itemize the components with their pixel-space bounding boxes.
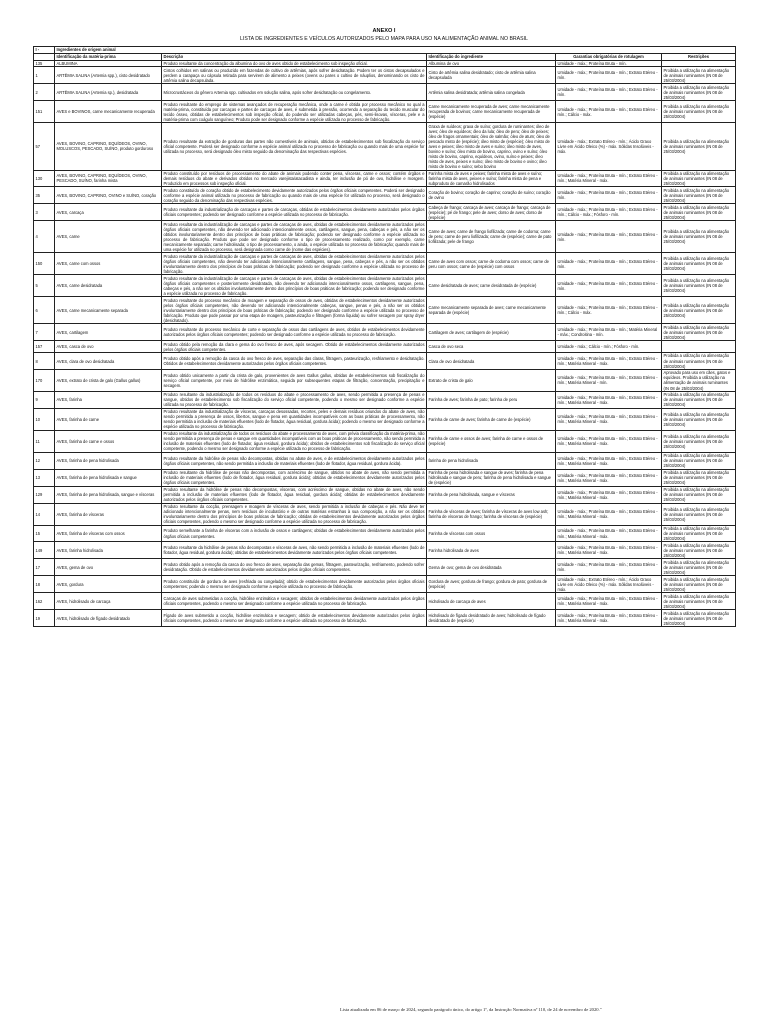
row-code: 7 (34, 324, 55, 341)
row-description: Produto resultante da industrialização de vísceras, carcaças desossadas, recortes, peles e demais resíduos oriundos do abate de aves, não sendo permitida a presença de ossos, libertos, sangue e pena em quantidades incompatíveis com as boas práticas de processamento, não sendo permitida a inclusão de materiais efluentes (lodo de flotador, água residual, gordura ácida); podendo o mesmo ser designado conforme a espécie utilizada no processo de fabricação. (163, 409, 425, 430)
row-label-guarantees: Umidade - máx.; Extrato Etéreo - mín.; Ácido Graxo Livre em Ácido Oleico (%) - máx. Sólidas Insolúveis - máx. (556, 123, 662, 170)
row-ingredient-identification: Carne de aves; carne de frango liofilizada; carne de codorna; carne de peru; carne de peru liofilizada; carne de (espécie); carne de pato liofilizada; pele de frango (427, 221, 556, 253)
row-label-guarantees: Umidade - máx.; Proteína Bruta - mín.; Extrato Etéreo - mín. (556, 187, 662, 204)
table-body (34, 60, 736, 626)
row-code: 6 (34, 297, 55, 324)
row-label-guarantees: Umidade - máx.; Proteína Bruta - mín.; Extrato Etéreo - mín. (556, 84, 662, 101)
table-row (34, 452, 736, 469)
row-description: Produto resultante da hidrólise de penas não decompostas e vísceras de aves, não sendo permitida a inclusão de materiais efluentes (lodo de flotador, água residual, gordura ácida); obtidas de estabelecimentos devidamente autorizados pelos órgãos oficiais competentes. (162, 542, 427, 559)
row-label-guarantees: Umidade - máx.; Proteína Bruta - mín.; Extrato Etéreo - mín.; Matéria Mineral - máx. (556, 503, 662, 525)
table-row (34, 67, 736, 84)
row-code: 18 (34, 576, 55, 593)
row-restrictions: Proibida a utilização na alimentação de animais ruminantes (IN 08 de 25/03/2004) (662, 253, 736, 275)
row-ingredient-identification: Cartilagem de aves; cartilagem de (espécie) (427, 324, 556, 341)
row-ingredient-identification: Hidrolisado de carcaça de aves (427, 593, 556, 610)
row-description: Produto resultante da industrialização de carcaças e partes de carcaças, obtidas de estabelecimentos devidamente autorizados pelos órgãos oficiais competentes; podendo ser designado conforme a espécie utilizada no processo de fabricação. (162, 204, 427, 221)
table-row (34, 341, 736, 353)
row-ingredient-identification: Farinha de aves; farinha de pato; farinha de peru (427, 391, 556, 408)
row-restrictions: Proibida a utilização na alimentação de animais ruminantes (IN 08 de 25/03/2004) (662, 559, 736, 576)
row-ingredient-identification: Graxa de suídeos; graxa de suíno; gordura de ruminantes; óleo de aves; óleo de equídeos; óleo da lula; óleo de peru; óleo de peixes; óleo de fragos ornamentais; óleo de salmão; óleo de atum; óleo de pescado misto de (espécie); óleo misto de (espécie); óleo misto de aves e peixes; óleo misto de aves e suíno; óleo misto de aves, bovino e suíno; óleo misto de bovino, caprino, ovino e suíno; óleo misto de bovino, caprino, equídeos, ovino, suíno e peixes; óleo misto de aves, peixes e suíno; óleo misto de bovino e ovino; óleo misto de bovino e suíno; sebo bovino (427, 123, 556, 170)
row-material-name: AVES, extrato de crista de galo (Gallus gallus) (55, 370, 162, 392)
row-label-guarantees: Umidade - máx.; Proteína Bruta - mín.; Extrato Etéreo - mín. (556, 275, 662, 297)
row-code: 129 (34, 486, 55, 503)
table-row (34, 170, 736, 187)
row-code: 14 (34, 503, 55, 525)
row-material-name: AVES, carne mecanicamente separada (55, 297, 162, 324)
row-description: Produto resultante da industrialização de carcaças e partes de carcaças de aves, obtidas de estabelecimentos devidamente autorizados pelos órgãos oficiais competentes e posteriormente desidratada, não devendo ter adicionado intencionalmente ossos, cartilagens, sangue, pena, cabeças e pés, a não ser os obtidos involuntariamente dentro dos princípios de boas práticas de fabricação; podendo ser designado conforme a espécie utilizada no processo de fabricação. (163, 275, 425, 296)
column-header-code (34, 53, 55, 60)
row-label-guarantees: Umidade - máx.; Proteína Bruta - mín.; Extrato Etéreo - mín.; Matéria Mineral - máx. (556, 525, 662, 542)
row-restrictions: Proibida a utilização na alimentação de animais ruminantes (IN 08 de 25/03/2004) (662, 275, 736, 297)
table-row (34, 469, 736, 486)
row-description: Microcrustáceos do gênero Artemia spp. cultivados em solução salina, após sofrer desidratação ou congelamento. (162, 84, 427, 101)
row-code: 15 (34, 525, 55, 542)
row-ingredient-identification: Gordura de aves; gordura de frango; gordura de pato; gordura de (espécie) (427, 576, 556, 593)
column-header-description: Descrição (162, 53, 427, 60)
table-row (34, 204, 736, 221)
row-ingredient-identification: Farinha de pena hidrolisada, sangue e vísceras (427, 486, 556, 503)
document-page (33, 27, 735, 627)
row-description: Produto resultante do emprego de sistemas avançados de recuperação mecânica, onde a carne é obtida por processo mecânico no qual a matéria-prima, constituída por carcaças e partes de carcaças de aves, é submetida à pressão, ocorrendo a separação do tecido muscular do tecido ósseo, obtidas de estabelecimentos sob inspeção oficial, do podendo ser utilizadas cabeças, pés, semi-lisovas, vísceras, pele e a matéria-prima com coágulo sanguíneo; Produto pode ser designado conforme a espécie utilizada no processo de fabricação. (163, 101, 425, 122)
row-ingredient-identification: Extrato de crista de galo (427, 370, 556, 392)
row-restrictions: Aprovado para uso em cães, gatos e equídeos. Proibida a utilização na alimentação de animais ruminantes (IN 08 de 25/03/2004) (662, 370, 736, 392)
row-restrictions: Proibida a utilização na alimentação de animais ruminantes (IN 08 de 25/03/2004) (662, 593, 736, 610)
table-row (34, 84, 736, 101)
row-description: Produto resultante da industrialização de todos os resíduos do abate e processamento de aves, sendo permitida a presença de penas e sangue, obtidos de estabelecimento sob fiscalização do serviço oficial competente, podendo o mesmo ser designado conforme a espécie utilizada no processo de fabricação. (163, 392, 425, 408)
row-restrictions: Proibida a utilização na alimentação de animais ruminantes (IN 08 de 25/03/2004) (662, 542, 736, 559)
row-ingredient-identification: Farinha de pena hidrolisada e sangue de aves; farinha de pena hidrolisada e sangue de peru; farinha de pena hidrolisada e sangue de (espécie) (427, 469, 556, 486)
row-description: Produto obtido unicamente a partir da crista de galo, provenientes de aves Gallus gallus, obtidas de estabelecimentos sob fiscalização do serviço oficial competente, por meio de hidrólise enzimática, seguida por subsequentes etapas de filtração, concentração, precipitação e secagem. (162, 370, 427, 392)
row-code: 162 (34, 593, 55, 610)
row-label-guarantees: Umidade - máx.; Proteína Bruta - mín.; Extrato Etéreo - mín.; Matéria Mineral - máx. (556, 353, 662, 370)
row-description: Produto constituído por resíduos de processamento do abate de animais podendo conter pena, vísceras, carne e ossos; contém órgãos e demais resíduos do abate e derivados obtidos no mercado varejista/atacadista e ainda, ter inclusão de pó de ovo, hidrólise e mosgem. Produzido em processos sob inspeção oficial. (163, 170, 425, 186)
table-row (34, 559, 736, 576)
row-label-guarantees: Umidade - máx.; Proteína Bruta - mín.; Extrato Etéreo - mín.; Cálcio - máx.; Fósforo - mín. (556, 204, 662, 221)
row-code: 135 (34, 60, 55, 67)
table-row (34, 60, 736, 67)
table-row (34, 486, 736, 503)
row-ingredient-identification: Farinha de carne e ossos de aves; farinha de carne e ossos de (espécie) (427, 430, 556, 452)
document-footer: Lista atualizada em 06 de março de 2024, segundo parágrafo único, do artigo 1º, da Instrução Normativa nº 110, de 24 de novembro de 2020." (340, 1007, 602, 1012)
row-label-guarantees: Umidade - máx.; Proteína Bruta - mín.; Extrato Etéreo - mín.; Matéria Mineral - máx. (556, 391, 662, 408)
table-row (34, 542, 736, 559)
row-ingredient-identification: Albumina de ovo (427, 60, 556, 67)
row-code: 19 (34, 610, 55, 627)
row-label-guarantees: Umidade - máx.; Proteína Bruta - mín. (556, 60, 662, 67)
row-code: 8 (34, 353, 55, 370)
column-header-guarantees: Garantias obrigatórias de rotulagem (556, 53, 662, 60)
table-row (34, 576, 736, 593)
row-material-name: ARTÊMIA SALINA (Artemia sp.), desidratada (55, 84, 162, 101)
row-restrictions: Proibida a utilização na alimentação de animais ruminantes (IN 08 de 25/03/2004) (662, 353, 736, 370)
row-material-name: AVES, cartilagem (55, 324, 162, 341)
row-code: 10 (34, 408, 55, 430)
row-ingredient-identification: Gema de ovo; gema de ovo desidratada (427, 559, 556, 576)
row-description: Cistos colhidos em salinas ou produzido em fazendas de cultivo de artêmias, após sofrer desidratação. Podem ter os cistos decapsulados e perdem a carapaça ou cápsula retirada para servirem de alimento a peixes (ovens ou pares o cultivo de náuplios, denominando os cisto de artêmia salina decapsulada. (163, 67, 425, 83)
row-description: Produto constituído de coração obtido de estabelecimento devidamente autorizados pelos órgãos oficiais competentes. Poderá ser designado conforme a espécie animal utilizada no processo de fabricação ou quando mais de uma espécie for utilizada no processo, será designado o coração seguido da denominação das respectivas espécies. (163, 187, 425, 203)
row-description: Produto resultante da hidrólise de penas não decompostas, vísceras, com acréscimo de sangue, obtidas no abate de aves, não sendo permitida a inclusão de materiais efluentes (lodo de flotador, água residual, gordura ácida); obtidas de estabelecimentos devidamente autorizados pelos órgãos oficiais competentes. (163, 487, 425, 503)
row-ingredient-identification: Farinha de carne de aves; farinha de carne de (espécie) (427, 408, 556, 430)
row-material-name: AVES, farinha de carne (55, 408, 162, 430)
row-ingredient-identification: farinha de pena hidrolisada (427, 452, 556, 469)
row-material-name: AVES, farinha de carne e ossos (55, 430, 162, 452)
row-material-name: AVES, farinha hidrolisada (55, 542, 162, 559)
row-restrictions: Proibida a utilização na alimentação de animais ruminantes (IN 08 de 25/03/2004) (662, 503, 736, 525)
column-header-restrictions: Restrições (662, 53, 736, 60)
row-code: 12 (34, 452, 55, 469)
section-header-row (34, 47, 736, 54)
row-code: 157 (34, 341, 55, 353)
row-code: 13 (34, 469, 55, 486)
row-description: Produto resultante do processo mecânico de moagem e separação de ossos de aves, obtidas de estabelecimentos devidamente autorizados pelos órgãos oficiais competentes, não devendo ter adicionado intencionalmente cabeças, sangue, penas e pés, a não ser os obtidos involuntariamente dentro dos princípios de boas práticas de fabricação; podendo ser designado conforme a espécie utilizada no processo de fabricação. Produto que pode passar por uma etapa de moagem, pasteurização e filtragem (forma líquida) ou sofrer secagem por spray dryer (desidratado). (163, 297, 425, 323)
table-row (34, 391, 736, 408)
row-code: 2 (34, 84, 55, 101)
row-ingredient-identification: Cisto de artêmia salina desidratado; cisto de artêmia salina decapsulada (427, 67, 556, 84)
document-title: ANEXO I (372, 28, 396, 34)
row-material-name: AVES, BOVINO, CAPRINO, EQUÍDEOS, OVINO, PESCADO, SUÍNO, farinha mista (55, 170, 162, 187)
row-material-name: AVES, carne desidratada (55, 275, 162, 297)
row-ingredient-identification: Farinha mista de aves e peixes; farinha mista de aves e suíno; farinha mista de aves, peixes e suíno; farinha mista de pena e subproduto de camarão hidrolisados (427, 170, 556, 187)
row-label-guarantees: Umidade - máx.; Proteína Bruta - mín.; Extrato Etéreo - mín.; Matéria Mineral - máx. (556, 452, 662, 469)
row-restrictions: Proibida a utilização na alimentação de animais ruminantes (IN 08 de 25/03/2004) (662, 452, 736, 469)
row-label-guarantees: Umidade - máx.; Proteína Bruta - mín.; Extrato Etéreo - mín.; Matéria Mineral - máx. (556, 408, 662, 430)
row-ingredient-identification: Clara de ovo desidratada (427, 353, 556, 370)
row-description: Produto resultante do processo mecânico de corte e separação de ossos das cartilagens de aves, obtidos de estabelecimentos devidamente autorizados pelos órgãos oficiais competentes; podendo ser designado conforme a espécie utilizada no processo de fabricação. (162, 324, 427, 341)
row-code: 170 (34, 370, 55, 392)
row-description: Produto resultante da hidrólise de penas não decompostas, com acréscimo de sangue, obtidos no abate de aves, não sendo permitida a inclusão de materiais efluentes (lodo de flotador, água residual, gordura ácida); obtidas de estabelecimentos devidamente autorizados pelos órgãos oficiais competentes. (163, 470, 425, 486)
row-label-guarantees: Umidade - máx.; Proteína Bruta - mín.; Extrato Etéreo - mín. (556, 253, 662, 275)
table-row (34, 370, 736, 392)
row-ingredient-identification: Farinha de vísceras com ossos (427, 525, 556, 542)
row-description: Produto constituído de gordura de aves (resfriada ou congelada); obtido de estabelecimentos devidamente autorizados pelos órgãos oficiais competentes; podendo o mesmo ser designado conforme a espécie utilizada no processo de fabricação. (162, 576, 427, 593)
row-code: 5 (34, 275, 55, 297)
row-restrictions: Proibida a utilização na alimentação de animais ruminantes (IN 08 de 25/03/2004) (662, 84, 736, 101)
row-code: 151 (34, 101, 55, 123)
row-material-name: AVES, carcaça (55, 204, 162, 221)
table-row (34, 253, 736, 275)
row-label-guarantees: Umidade - máx.; Proteína Bruta - mín.; Extrato Etéreo - mín.; Matéria Mineral - máx. (556, 610, 662, 627)
ingredients-table (33, 46, 736, 627)
row-description: Fígado de aves submetido a cocção, hidrólise enzimática e secagem; obtido de estabelecimentos devidamente autorizados pelos órgãos oficiais competentes, podendo o mesmo ser designado conforme a espécie utilizada no processo de fabricação. (162, 610, 427, 627)
row-description: Produto resultante da cocção, prensagem e moagem de vísceras de aves, sendo permitida a inclusão de cabeças e pés. Não deve ter adicionado intencionalmente penas, nem resíduos de incubatório e de outras matérias estranhas à sua composição, a não ser os obtidos involuntariamente dentro dos princípios de boas práticas de fabricação; obtidas de estabelecimentos devidamente autorizados pelos órgãos oficiais competentes, podendo o mesmo ser designado conforme a espécie utilizada no processo de fabricação. (163, 503, 425, 525)
row-material-name: ALBUMINA (55, 60, 162, 67)
row-ingredient-identification: Coração de bovino; coração de caprino; coração de suíno; coração de ovino (427, 187, 556, 204)
row-restrictions: Proibida a utilização na alimentação de animais ruminantes (IN 08 de 25/03/2004) (662, 67, 736, 84)
row-description: Produto obtido pela remoção da clara e gema do ovo fresco de aves, após secagem. Obtido de estabelecimentos devidamente autorizados pelos órgãos oficiais competentes. (163, 341, 425, 352)
row-label-guarantees: Umidade - máx.; Proteína Bruta - mín.; Extrato Etéreo - mín. (556, 221, 662, 253)
row-label-guarantees: Umidade - máx.; Proteína Bruta - mín.; Extrato Etéreo - mín.; Cálcio - máx. (556, 101, 662, 123)
table-row (34, 187, 736, 204)
row-restrictions: Proibida a utilização na alimentação de animais ruminantes (IN 08 de 25/03/2004) (662, 204, 736, 221)
row-restrictions: Proibida a utilização na alimentação de animais ruminantes (IN 08 de 25/03/2004) (662, 525, 736, 542)
row-ingredient-identification: Farinha de vísceras de aves; farinha de vísceras de aves low ash; farinha de vísceras de frango; farinha de vísceras de (espécie) (427, 503, 556, 525)
row-restrictions: Proibida a utilização na alimentação de animais ruminantes (IN 08 de 25/03/2004) (662, 469, 736, 486)
column-header-identification: Identificação do ingrediente (427, 53, 556, 60)
row-description: Produto resultante da hidrólise de penas não decompostas, obtidas no abate de aves, e de estabelecimentos devidamente autorizados pelos órgãos oficiais competentes, não sendo permitida a inclusão de materiais efluentes (lodo de flotador, água residual, gordura ácida). (162, 452, 427, 469)
row-restrictions (662, 60, 736, 67)
column-header-name: Identificação da matéria-prima (55, 53, 162, 60)
row-code: 3 (34, 204, 55, 221)
row-restrictions: Proibida a utilização na alimentação de animais ruminantes (IN 08 de 25/03/2004) (662, 610, 736, 627)
row-description: Produto obtido após a remoção da casca do ovo fresco de aves, separação das claras, filtragem, pasteurização, resfriamento e desidratação. Obtidos de estabelecimentos devidamente autorizados pelos órgãos oficiais competentes. (162, 353, 427, 370)
row-material-name: AVES, carne com ossos (55, 253, 162, 275)
row-material-name: AVES, farinha de pena hidrolisada (55, 452, 162, 469)
row-restrictions: Proibida a utilização na alimentação de animais ruminantes (IN 08 de 25/03/2004) (662, 101, 736, 123)
row-label-guarantees: Umidade - máx.; Cálcio - mín.; Fósforo - mín. (556, 341, 662, 353)
row-code: 9 (34, 391, 55, 408)
table-row (34, 221, 736, 253)
row-restrictions: Proibida a utilização na alimentação de animais ruminantes (IN 08 de 25/03/2004) (662, 221, 736, 253)
row-description: Produto resultante da industrialização de carcaças e partes de carcaças de aves, obtidas de estabelecimentos devidamente autorizados pelos órgãos oficiais competentes, não devendo ter adicionado intencionalmente ossos, cartilagens, sangue, pena, cabeças e pés, a não ser os obtidos involuntariamente dentro dos princípios de boas práticas de fabricação; podendo ser designado conforme a espécie utilizada no processo de fabricação. Produto que pode ser designado conforme o tipo de processamento realizado, como por exemplo, carne mecanicamente separada; carne hidrolisada; o tipo de processamento, o ainda, o espécie utilizada no processo de fabricação; quando mais de uma espécie for utilizada no processo, será designada como carne de (nome das espécies). (163, 221, 425, 252)
row-ingredient-identification: Carne mecanicamente recuperada de aves; carne mecanicamente recuperada de bovinos; carne mecanicamente recuperada de (espécie) (427, 101, 556, 123)
row-restrictions: Proibida a utilização na alimentação de animais ruminantes (IN 08 de 25/03/2004) (662, 408, 736, 430)
table-row (34, 324, 736, 341)
row-restrictions: Proibida a utilização na alimentação de animais ruminantes (IN 08 de 25/03/2004) (662, 324, 736, 341)
row-ingredient-identification: Cabeça de frango; carcaça de aves; carcaça de frango; carcaça de (espécie); pé de frango; pele de aves; dorso de aves; dorso de (espécie) (427, 204, 556, 221)
row-ingredient-identification: Artêmia salina desidratada; artêmia salina congelada (427, 84, 556, 101)
row-code: 150 (34, 253, 55, 275)
row-code: 1 (34, 67, 55, 84)
row-material-name: AVES, farinha (55, 391, 162, 408)
section-code: I - (34, 47, 55, 54)
row-restrictions: Proibida a utilização na alimentação de animais ruminantes (IN 08 de 25/03/2004) (662, 576, 736, 593)
table-row (34, 101, 736, 123)
row-material-name: AVES, clara de ovo desidratada (55, 353, 162, 370)
row-label-guarantees: Umidade - máx.; Proteína Bruta - mín.; Extrato Etéreo - mín. (556, 67, 662, 84)
row-description: Carcaças de aves submetidas a cocção, hidrólise enzimática e secagem; obtidos de estabelecimentos devidamente autorizados pelos órgãos oficiais competentes, podendo o mesmo ser designado conforme a espécie utilizada no processo de fabricação. (162, 593, 427, 610)
row-label-guarantees: Umidade - máx.; Extrato Etéreo - mín.; Ácido Graxo Livre em Ácido Oleico (%) - máx. Sólidas Insolúveis - máx. (556, 576, 662, 593)
row-material-name: AVES, gema de ovo (55, 559, 162, 576)
row-material-name: AVES, gordura (55, 576, 162, 593)
row-material-name: AVES, farinha de pena hidrolisada e sangue (55, 469, 162, 486)
row-material-name: AVES, farinha de pena hidrolisada, sangue e vísceras (55, 486, 162, 503)
row-ingredient-identification: Farinha hidrolisada de aves (427, 542, 556, 559)
row-restrictions: Proibida a utilização na alimentação de animais ruminantes (IN 08 de 25/03/2004) (662, 430, 736, 452)
row-description: Produto obtido após a remoção da casca do ovo fresco de aves, separação das gemas, filtragem, pasteurização, resfriamento, podendo sofrer desidratação. Obtido de estabelecimentos devidamente autorizados pelos órgãos oficiais competentes. (162, 559, 427, 576)
row-description: Produto resultante da industrialização de carcaças e partes de carcaças de aves, obtidas de estabelecimentos devidamente autorizados pelos órgãos oficiais competentes, não devendo ter adicionado intencionalmente cartilagens, sangue, pena, cabeças e pés, a não ser os obtidos involuntariamente dentro dos princípios de boas práticas de fabricação; podendo ser designado conforme a espécie utilizada no processo de fabricação. (163, 253, 425, 274)
row-restrictions: Proibida a utilização na alimentação de animais ruminantes (IN 08 de 25/03/2004) (662, 170, 736, 187)
row-label-guarantees: Umidade - máx.; Proteína Bruta - mín.; Extrato Etéreo - mín.; Matéria Mineral - máx. (556, 430, 662, 452)
row-restrictions: Proibida a utilização na alimentação de animais ruminantes (IN 08 de 25/03/2004) (662, 297, 736, 324)
row-label-guarantees: Umidade - máx.; Proteína Bruta - mín.; Matéria Mineral - máx.; Condroitina - mín. (556, 324, 662, 341)
row-description: Produto resultante da extração de gorduras das partes não comestíveis de animais, obtidos de estabelecimentos sob fiscalização do serviço oficial competente. Poderá ser designado conforme a espécie animal utilizada no processo de fabricação ou quando mais de uma espécie for utilizada no processo, será designado óleo misto seguido da denominação das respectivas espécies. (162, 123, 427, 170)
table-row (34, 353, 736, 370)
row-code: 4 (34, 221, 55, 253)
column-header-row (34, 53, 736, 60)
row-restrictions: Proibida a utilização na alimentação de animais ruminantes (IN 08 de 25/03/2004) (662, 486, 736, 503)
document-subtitle: LISTA DE INGREDIENTES E VEÍCULOS AUTORIZADOS PELO MAPA PARA USO NA ALIMENTAÇÃO ANIMAL NO BRASIL (240, 36, 528, 42)
row-restrictions: Proibida a utilização na alimentação de animais ruminantes (IN 08 de 25/03/2004) (662, 123, 736, 170)
row-code: 130 (34, 170, 55, 187)
row-restrictions (662, 341, 736, 353)
table-row (34, 610, 736, 627)
row-material-name: AVES e BOVINOS, carne mecanicamente recuperada (55, 101, 162, 123)
row-material-name: AVES, BOVINO, CAPRINO, OVINO e SUÍNO, coração (55, 187, 162, 204)
row-label-guarantees: Umidade - máx.; Proteína Bruta - mín.; Extrato Etéreo - mín.; Matéria Mineral - máx. (556, 486, 662, 503)
row-ingredient-identification: Carne desidratada de aves; carne desidratada de (espécie) (427, 275, 556, 297)
row-label-guarantees: Umidade - máx.; Proteína Bruta - mín.; Extrato Etéreo - mín.; Matéria Mineral - máx. (556, 542, 662, 559)
row-description: Produto semelhante a farinha de vísceras com a inclusão de ossos e cartilagens; obtidas de estabelecimentos devidamente autorizados pelos órgãos oficiais competentes. (162, 525, 427, 542)
row-code: 35 (34, 187, 55, 204)
row-restrictions: Proibida a utilização na alimentação de animais ruminantes (IN 08 de 25/03/2004) (662, 391, 736, 408)
table-row (34, 297, 736, 324)
row-code: 17 (34, 559, 55, 576)
row-ingredient-identification: Carne mecanicamente separada de aves; carne mecanicamente separada de (espécie) (427, 297, 556, 324)
row-code: 11 (34, 430, 55, 452)
row-description: Produto resultante da concentração da albumina do ovo de aves obtido de estabelecimento sob inspeção oficial. (162, 60, 427, 67)
row-code: 57 (34, 123, 55, 170)
table-row (34, 408, 736, 430)
row-material-name: AVES, casca de ovo (55, 341, 162, 353)
row-description: Produto resultante da industrialização de todos os resíduos do abate e processamento de aves, com prévia classificação da matéria-prima, não sendo permitida a presença de penas e sangue em quantidades incompatíveis com as boas práticas de processamento, não sendo permitida a inclusão de materiais efluentes (lodo de flotador, água residual, gordura ácida); obtidos de estabelecimentos sob fiscalização do serviço oficial competente, podendo o mesmo ser designado conforme a espécie utilizada no processo de fabricação. (163, 431, 425, 452)
row-ingredient-identification: Carne de aves com ossos; carne de codorna com ossos; carne de peru com ossos; carne de (espécie) com ossos (427, 253, 556, 275)
row-label-guarantees: Umidade - máx.; Proteína Bruta - mín.; Extrato Etéreo - mín.; Cálcio - máx. (556, 297, 662, 324)
section-label: Ingredientes de origem animal (55, 47, 736, 54)
table-row (34, 275, 736, 297)
table-row (34, 123, 736, 170)
table-row (34, 503, 736, 525)
row-material-name: AVES, farinha de vísceras com ossos (55, 525, 162, 542)
row-material-name: AVES, hidrolisado de carcaça (55, 593, 162, 610)
row-label-guarantees: Umidade - máx.; Proteína Bruta - mín.; Extrato Etéreo - mín.; Matéria Mineral - máx. (556, 469, 662, 486)
row-label-guarantees: Umidade - máx.; Proteína Bruta - mín.; Extrato Etéreo - mín.; Matéria Mineral - máx. (556, 170, 662, 187)
row-label-guarantees: Umidade - máx.; Proteína Bruta - mín.; Extrato Etéreo - mín. (556, 559, 662, 576)
row-label-guarantees: Umidade - máx.; Proteína Bruta - mín.; Extrato Etéreo - mín.; Matéria Mineral - mín. (556, 370, 662, 392)
row-label-guarantees: Umidade - máx.; Proteína Bruta - mín.; Extrato Etéreo - mín.; Matéria Mineral - máx. (556, 593, 662, 610)
row-material-name: AVES, BOVINO, CAPRINO, EQUÍDEOS, OVINO, MOLUSCOS, PESCADO, SUÍNO, produto gorduroso (55, 123, 162, 170)
row-material-name: AVES, carne (55, 221, 162, 253)
row-material-name: ARTÊMIA SALINA (Artemia spp.), cisto desidratado (55, 67, 162, 84)
row-ingredient-identification: Casca de ovo seca (427, 341, 556, 353)
row-restrictions: Proibida a utilização na alimentação de animais ruminantes (IN 08 de 25/03/2004) (662, 187, 736, 204)
row-material-name: AVES, hidrolisado de fígado desidratado (55, 610, 162, 627)
table-row (34, 593, 736, 610)
row-ingredient-identification: Hidrolisado de fígado desidratado de aves; hidrolisado de fígado desidratado de (espécie) (427, 610, 556, 627)
row-code: 149 (34, 542, 55, 559)
table-row (34, 525, 736, 542)
row-material-name: AVES, farinha de vísceras (55, 503, 162, 525)
table-row (34, 430, 736, 452)
